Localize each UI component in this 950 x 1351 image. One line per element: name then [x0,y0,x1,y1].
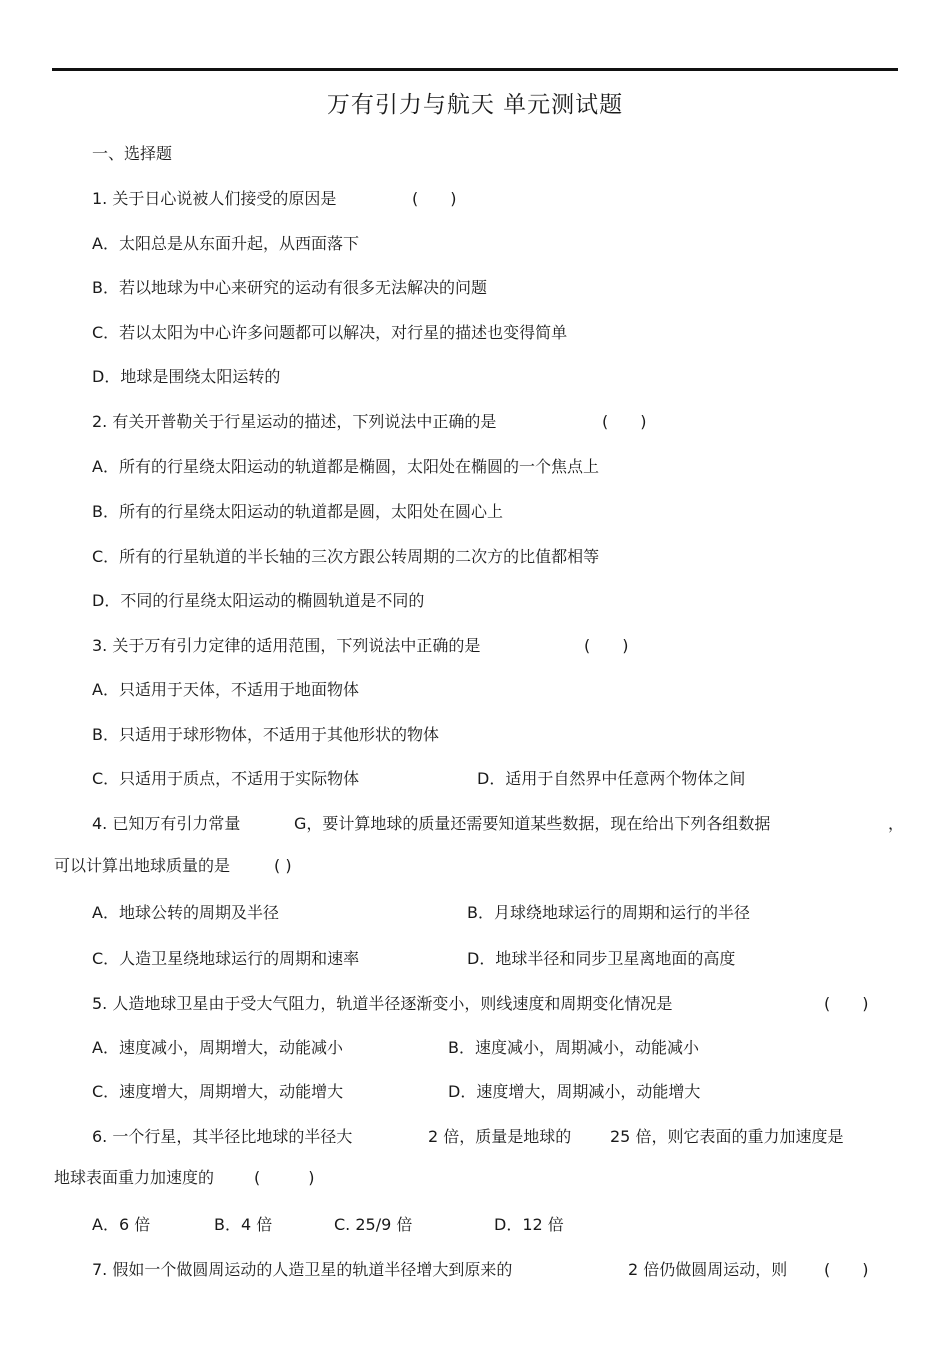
answer-paren-1: ( ) [412,189,457,208]
question-7-line-1a: 7. 假如一个做圆周运动的人造卫星的轨道半径增大到原来的 [92,1260,513,1279]
q3-option-a: A．只适用于天体，不适用于地面物体 [92,680,359,699]
question-4-line-1c: ， [888,814,905,833]
q1-option-c: C．若以太阳为中心许多问题都可以解决，对行星的描述也变得简单 [92,323,568,342]
q1-option-b: B．若以地球为中心来研究的运动有很多无法解决的问题 [92,278,487,297]
answer-paren-3: ( ) [584,636,629,655]
q6-option-b: B．4 倍 [214,1215,273,1234]
question-1: 1. 关于日心说被人们接受的原因是 [92,189,337,208]
q1-option-d: D．地球是围绕太阳运转的 [92,367,281,386]
question-6-line-1c: 25 倍，则它表面的重力加速度是 [610,1127,844,1146]
q2-option-d: D．不同的行星绕太阳运动的椭圆轨道是不同的 [92,591,425,610]
q6-option-d: D．12 倍 [494,1215,564,1234]
question-7-line-1b: 2 倍仍做圆周运动，则 [628,1260,788,1279]
q6-option-a: A．6 倍 [92,1215,151,1234]
answer-paren-4: ( ) [274,856,292,875]
q5-option-d: D．速度增大，周期减小，动能增大 [448,1082,701,1101]
q4-option-c: C．人造卫星绕地球运行的周期和速率 [92,949,360,968]
answer-paren-5: ( ) [824,994,869,1013]
question-6-line-2: 地球表面重力加速度的 [54,1168,215,1187]
question-4-line-2: 可以计算出地球质量的是 [54,856,231,875]
q3-option-d: D．适用于自然界中任意两个物体之间 [477,769,746,788]
section-heading: 一、选择题 [92,144,173,163]
q2-option-a: A．所有的行星绕太阳运动的轨道都是椭圆，太阳处在椭圆的一个焦点上 [92,457,599,476]
q3-option-b: B．只适用于球形物体，不适用于其他形状的物体 [92,725,439,744]
top-rule [52,68,898,71]
q4-option-d: D．地球半径和同步卫星离地面的高度 [467,949,736,968]
question-4-line-1b: G，要计算地球的质量还需要知道某些数据，现在给出下列各组数据 [294,814,771,833]
q5-option-b: B．速度减小，周期减小，动能减小 [448,1038,699,1057]
question-6-line-1b: 2 倍，质量是地球的 [428,1127,572,1146]
q2-option-b: B．所有的行星绕太阳运动的轨道都是圆，太阳处在圆心上 [92,502,503,521]
question-3: 3. 关于万有引力定律的适用范围，下列说法中正确的是 [92,636,481,655]
q4-option-a: A．地球公转的周期及半径 [92,903,279,922]
question-2: 2. 有关开普勒关于行星运动的描述，下列说法中正确的是 [92,412,497,431]
q5-option-a: A．速度减小，周期增大，动能减小 [92,1038,343,1057]
q5-option-c: C．速度增大，周期增大，动能增大 [92,1082,344,1101]
answer-paren-7: ( ) [824,1260,869,1279]
q2-option-c: C．所有的行星轨道的半长轴的三次方跟公转周期的二次方的比值都相等 [92,547,600,566]
q3-option-c: C．只适用于质点，不适用于实际物体 [92,769,360,788]
question-6-line-1a: 6. 一个行星，其半径比地球的半径大 [92,1127,353,1146]
q6-option-c: C. 25/9 倍 [334,1215,413,1234]
answer-paren-6: ( ) [254,1168,315,1187]
question-5: 5. 人造地球卫星由于受大气阻力，轨道半径逐渐变小，则线速度和周期变化情况是 [92,994,673,1013]
question-4-line-1a: 4. 已知万有引力常量 [92,814,241,833]
answer-paren-2: ( ) [602,412,647,431]
q1-option-a: A．太阳总是从东面升起，从西面落下 [92,234,359,253]
page-title: 万有引力与航天 单元测试题 [326,92,624,118]
q4-option-b: B．月球绕地球运行的周期和运行的半径 [467,903,750,922]
